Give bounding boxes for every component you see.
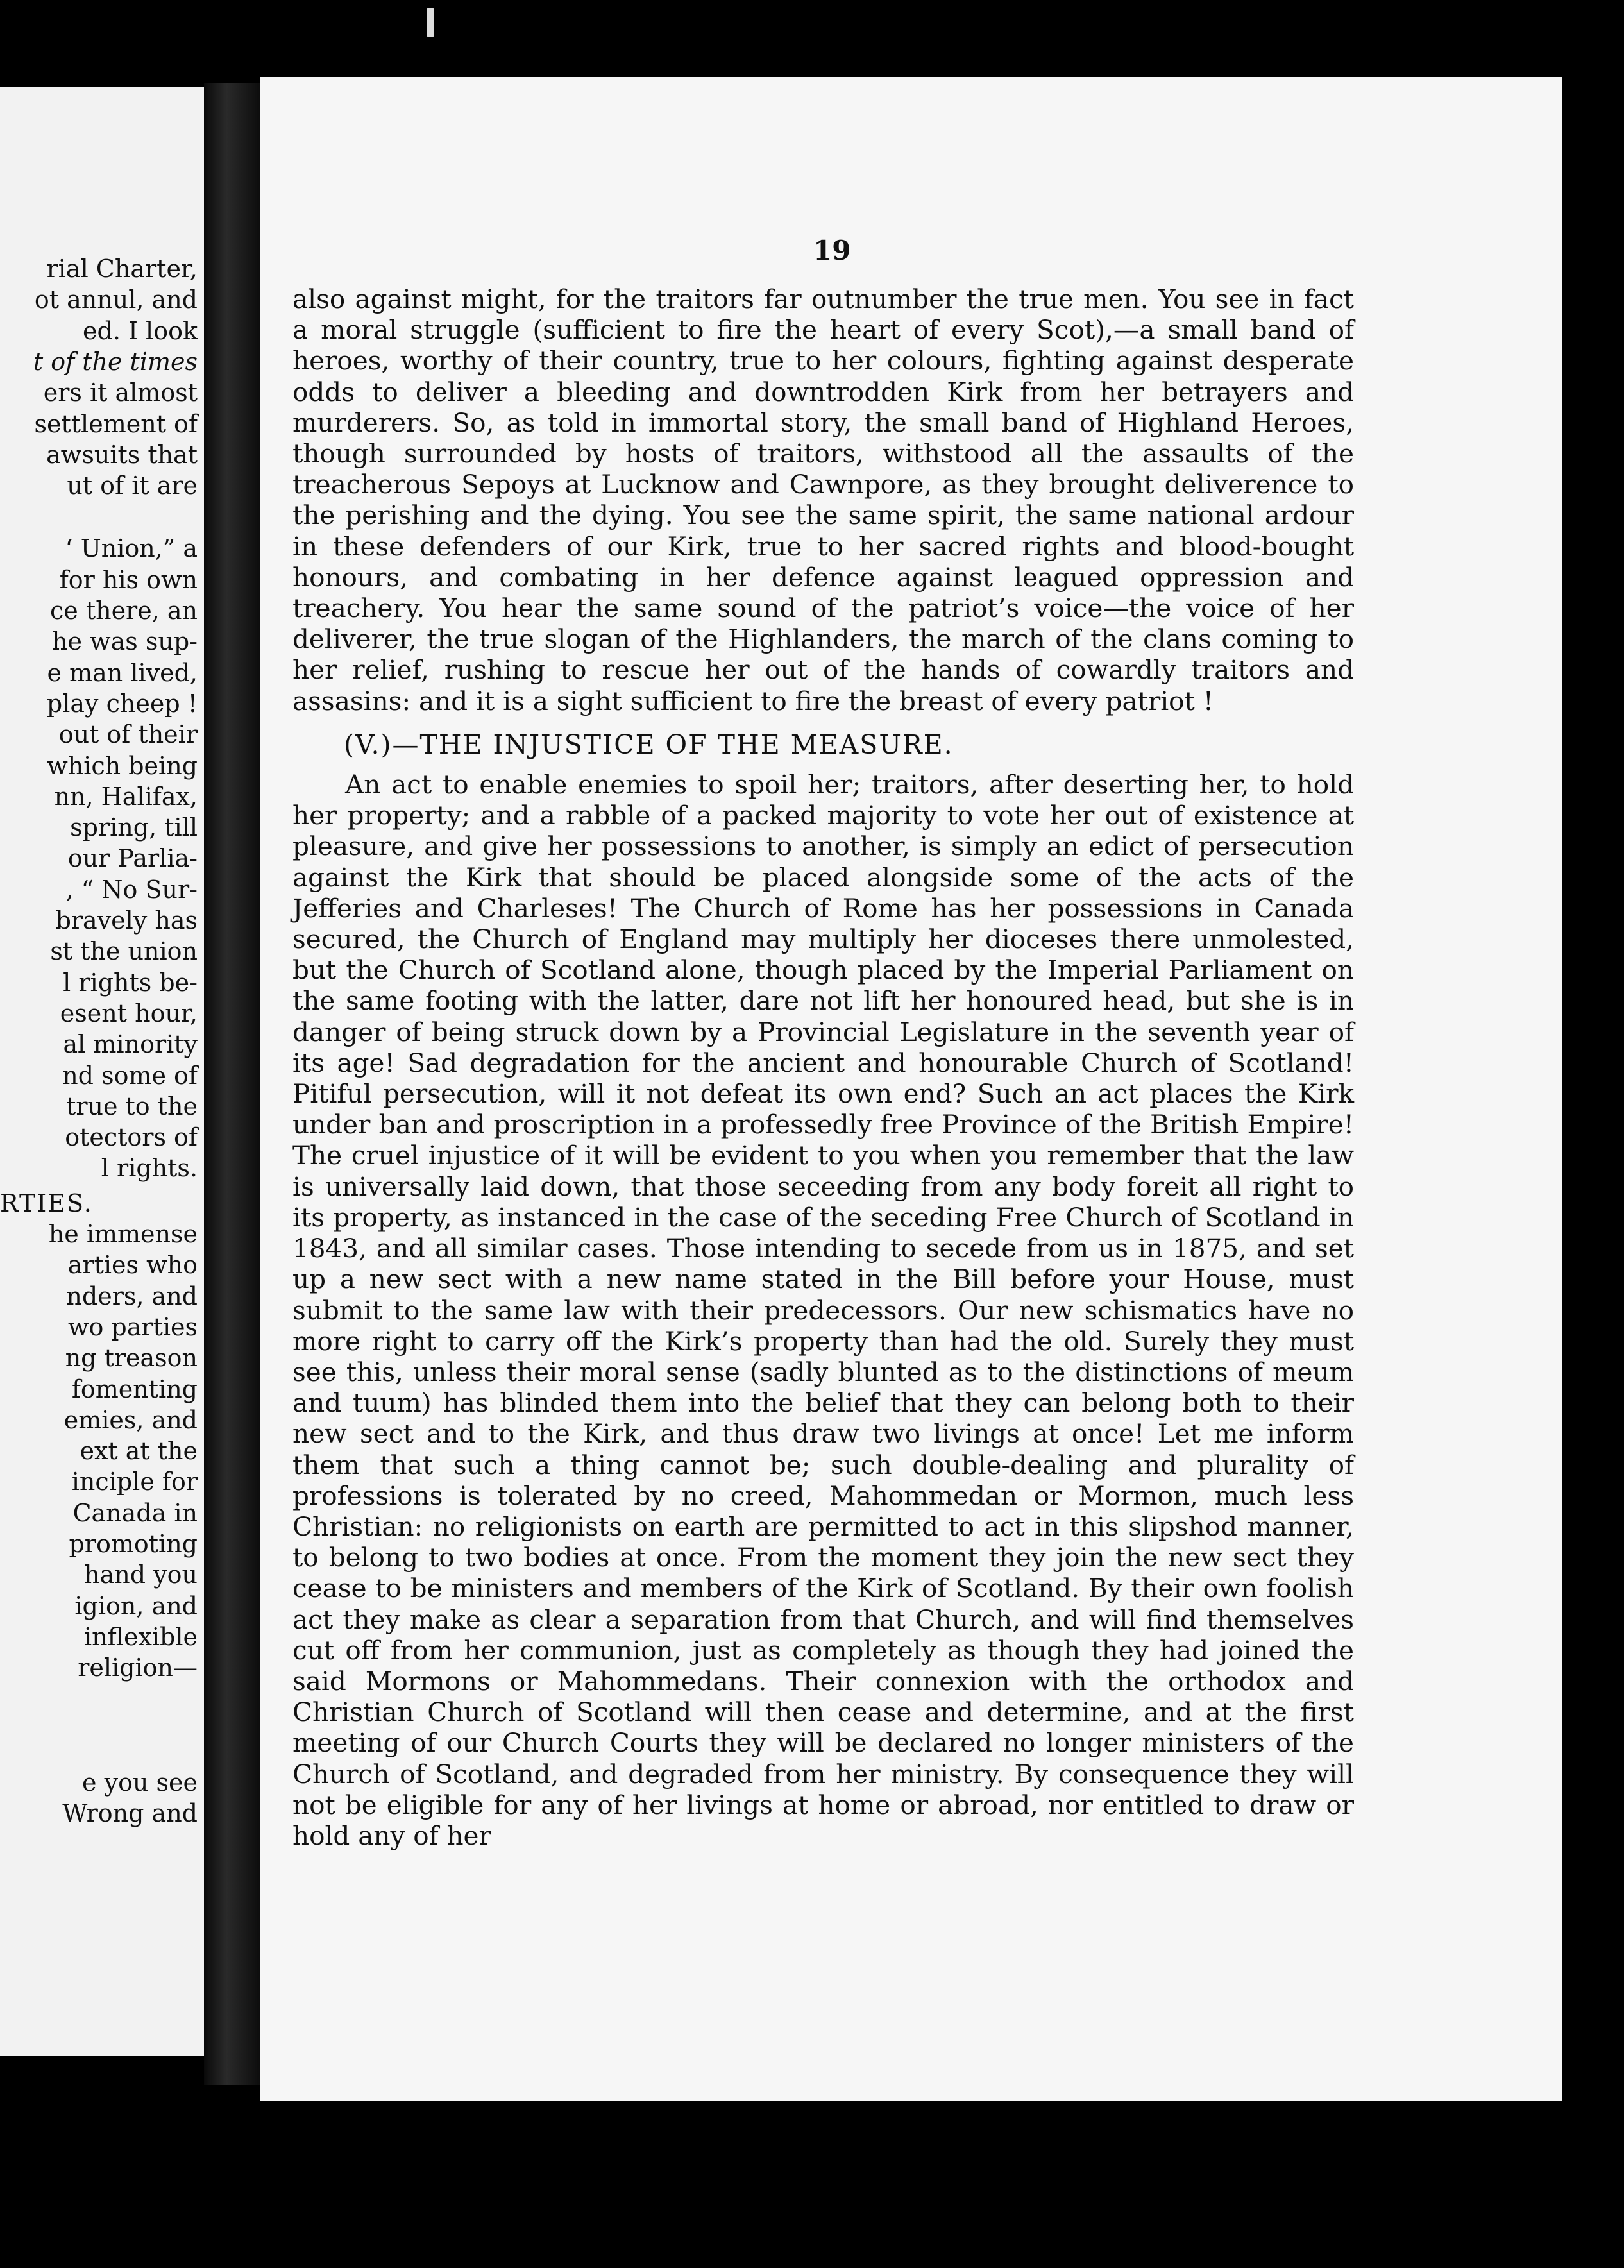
scan-mark bbox=[427, 8, 434, 37]
left-page-line: otectors of bbox=[65, 1123, 198, 1152]
left-page-line: igion, and bbox=[74, 1591, 198, 1620]
section-heading: (V.)—THE INJUSTICE OF THE MEASURE. bbox=[344, 729, 954, 760]
paragraph-1: also against might, for the traitors far outnumber the true men. You see in fact a moral struggle (sufficient to fire the heart of every Scot),—a small band of heroes, worthy of their country, true to her colours, fighting against desperate odds to deliver a bleeding and downtrodden Kirk from her betrayers and murderers. So, as told in immortal story, the small band of Highland Heroes, though surrounded by hosts of traitors, withstood all the assaults of the treacherous Sepoys at Lucknow and Cawnpore, as they brought deliverence to the perishing and the dying. You see the same spirit, the same national ardour in these defenders of our Kirk, true to her sacred rights and blood-bought honours, and combating in her defence against leagued oppression and treachery. You hear the same sound of the patriot’s voice—the voice of her deliverer, the true slogan of the Highlanders, the march of the clans coming to her relief, rushing to rescue her out of the hands of cowardly traitors and assasins: and it is a sight sufficient to fire the breast of every patriot ! bbox=[292, 284, 1354, 716]
right-page bbox=[260, 77, 1562, 2101]
left-page-line: nders, and bbox=[66, 1282, 198, 1310]
left-page-line: inflexible bbox=[83, 1622, 198, 1651]
left-page-line: play cheep ! bbox=[46, 689, 198, 718]
left-page-line: , “ No Sur- bbox=[65, 875, 198, 904]
left-page-line: religion— bbox=[78, 1654, 198, 1682]
left-page-line: he was sup- bbox=[52, 627, 198, 656]
left-page-line: l rights. bbox=[101, 1154, 198, 1183]
paragraph-2: An act to enable enemies to spoil her; traitors, after deserting her, to hold her property; and a rabble of a packed majority to vote her out of existence at pleasure, and give her possessions to another, is simply an edict of persecution against the Kirk that should be placed alongside some of the acts of the Jefferies and Charleses! The Church of Rome has her possessions in Canada secured, the Church of England may multiply her dioceses there unmolested, but the Church of Scotland alone, though placed by the Imperial Parliament on the same footing with the latter, dare not lift her honoured head, but she is in danger of being struck down by a Provincial Legislature in the seventh year of its age! Sad degradation for the ancient and honourable Church of Scotland! Pitiful persecution, will it not defeat its own end? Such an act places the Kirk under ban and proscription in a professedly free Province of the British Empire! The cruel injustice of it will be evident to you when you remember that the law is universally laid down, that those seceeding from any body foreit all right to its property, as instanced in the case of the seceding Free Church of Scotland in 1843, and all similar cases. Those intending to secede from us in 1875, and set up a new sect with a new name stated in the Bill before your House, must submit to the same law with their predecessors. Our new schismatics have no more right to carry off the Kirk’s property than had the old. Surely they must see this, unless their moral sense (sadly blunted as to the distinctions of meum and tuum) has blinded them into the belief that they can belong both to their new sect and to the Kirk, and thus draw two livings at once! Let me inform them that such a thing cannot be; such double-dealing and plurality of professions is tolerated by no creed, Mahommedan or Mormon, much less Christian: no religionists on earth are permitted to act in this slipshod manner, to belong to two bodies at once. From the moment they join the new sect they cease to be ministers and members of the Kirk of Scotland. By their own foolish act they make as clear a separation from that Church, and will find themselves cut off from her communion, just as completely as though they had joined the said Mormons or Mahommedans. Their connexion with the orthodox and Christian Church of Scotland will then cease and determine, and at the first meeting of our Church Courts they will be declared no longer ministers of the Church of Scotland, and degraded from her ministry. By consequence they will not be eligible for any of her livings at home or abroad, nor entitled to draw or hold any of her bbox=[292, 769, 1354, 1851]
left-page-line: arties who bbox=[67, 1251, 198, 1280]
left-page-line: hand you bbox=[84, 1561, 198, 1589]
body-text bbox=[292, 284, 1354, 1851]
left-page-line: e man lived, bbox=[47, 658, 198, 687]
left-page-fragment bbox=[0, 87, 204, 2056]
left-page-line: he immense bbox=[48, 1220, 198, 1248]
left-page-line: emies, and bbox=[63, 1405, 198, 1434]
left-page-line: wo parties bbox=[67, 1312, 198, 1341]
left-page-line: bravely has bbox=[55, 906, 198, 935]
left-page-line: ers it almost bbox=[43, 378, 198, 407]
left-page-line: ed. I look bbox=[83, 316, 198, 345]
left-page-line: RTIES. bbox=[0, 1189, 93, 1217]
left-page-line: ng treason bbox=[65, 1344, 198, 1373]
left-page-line: out of their bbox=[58, 720, 198, 749]
left-page-line: ‘ Union,” a bbox=[65, 534, 198, 563]
left-page-line: true to the bbox=[66, 1092, 198, 1121]
left-page-line: esent hour, bbox=[60, 999, 198, 1028]
left-page-line: nn, Halifax, bbox=[54, 782, 198, 811]
left-page-line: Canada in bbox=[72, 1498, 198, 1527]
left-page-line: nd some of bbox=[62, 1061, 198, 1090]
left-page-line: ut of it are bbox=[67, 471, 198, 500]
left-page-line: spring, till bbox=[70, 813, 198, 842]
left-page-line: inciple for bbox=[71, 1468, 198, 1496]
left-page-line: Wrong and bbox=[62, 1798, 198, 1827]
left-page-line: l rights be- bbox=[63, 968, 198, 997]
left-page-line: for his own bbox=[59, 565, 198, 594]
left-page-line: fomenting bbox=[71, 1375, 198, 1403]
left-page-line: ce there, an bbox=[49, 597, 198, 625]
left-page-line: rial Charter, bbox=[46, 255, 198, 283]
left-page-line: t of the times bbox=[33, 347, 198, 376]
left-page-line: which being bbox=[47, 751, 198, 780]
left-page-line: st the union bbox=[50, 937, 198, 966]
left-page-line: e you see bbox=[82, 1768, 198, 1797]
left-page-line: ot annul, and bbox=[34, 285, 198, 314]
page-number: 19 bbox=[813, 235, 851, 266]
left-page-line: awsuits that bbox=[46, 440, 198, 469]
left-page-line: our Parlia- bbox=[67, 844, 198, 873]
left-page-line: promoting bbox=[69, 1530, 198, 1558]
left-page-line: settlement of bbox=[34, 409, 198, 438]
book-gutter bbox=[204, 83, 260, 2085]
left-page-line: ext at the bbox=[80, 1437, 198, 1466]
left-page-line: al minority bbox=[63, 1030, 198, 1059]
